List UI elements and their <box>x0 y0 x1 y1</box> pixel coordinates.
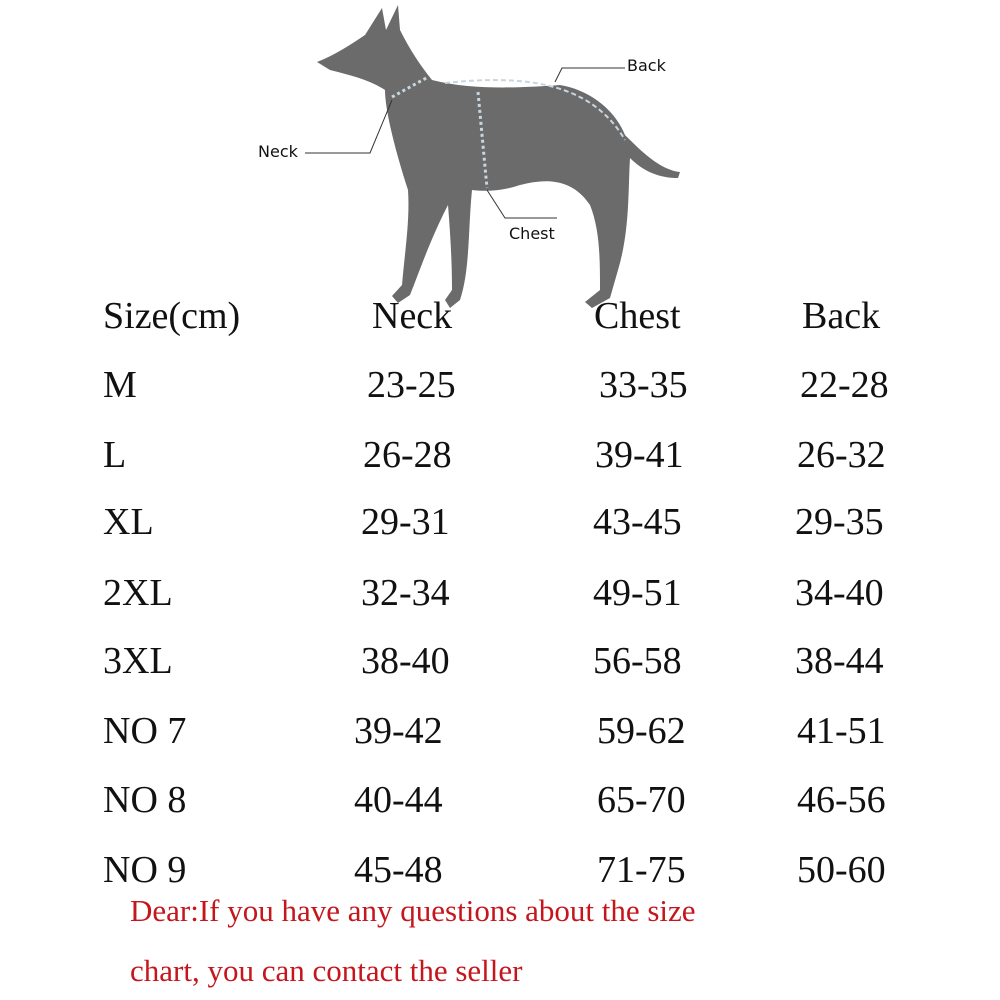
cell-neck: 39-42 <box>354 710 443 752</box>
cell-chest: 49-51 <box>593 572 682 614</box>
cell-chest: 43-45 <box>593 501 682 543</box>
cell-size: 3XL <box>103 640 173 682</box>
chest-leader <box>487 190 557 218</box>
back-leader <box>555 68 625 82</box>
cell-back: 22-28 <box>800 364 889 406</box>
cell-back: 46-56 <box>797 779 886 821</box>
neck-leader <box>305 100 392 153</box>
dog-silhouette <box>317 5 680 308</box>
cell-back: 34-40 <box>795 572 884 614</box>
back-label: Back <box>627 56 666 75</box>
cell-chest: 65-70 <box>597 779 686 821</box>
note-line-1: Dear:If you have any questions about the size <box>130 893 696 928</box>
cell-back: 26-32 <box>797 434 886 476</box>
cell-neck: 32-34 <box>361 572 450 614</box>
cell-size: L <box>103 434 127 476</box>
cell-neck: 38-40 <box>361 640 450 682</box>
cell-size: NO 9 <box>103 849 187 891</box>
cell-chest: 33-35 <box>599 364 688 406</box>
cell-neck: 40-44 <box>354 779 443 821</box>
cell-chest: 39-41 <box>595 434 684 476</box>
cell-size: XL <box>103 501 154 543</box>
header-chest: Chest <box>594 295 681 337</box>
cell-back: 38-44 <box>795 640 884 682</box>
cell-chest: 59-62 <box>597 710 686 752</box>
cell-size: 2XL <box>103 572 173 614</box>
dog-measurement-diagram <box>0 0 1000 330</box>
cell-chest: 71-75 <box>597 849 686 891</box>
header-size: Size(cm) <box>103 295 241 337</box>
cell-size: NO 8 <box>103 779 187 821</box>
cell-neck: 26-28 <box>363 434 452 476</box>
cell-neck: 29-31 <box>361 501 450 543</box>
chest-label: Chest <box>509 224 555 243</box>
cell-back: 29-35 <box>795 501 884 543</box>
cell-back: 50-60 <box>797 849 886 891</box>
header-neck: Neck <box>372 295 453 337</box>
note-line-2: chart, you can contact the seller <box>130 953 523 988</box>
cell-back: 41-51 <box>797 710 886 752</box>
cell-chest: 56-58 <box>593 640 682 682</box>
cell-neck: 45-48 <box>354 849 443 891</box>
header-back: Back <box>802 295 881 337</box>
cell-neck: 23-25 <box>367 364 456 406</box>
cell-size: NO 7 <box>103 710 187 752</box>
cell-size: M <box>103 364 137 406</box>
neck-label: Neck <box>258 142 298 161</box>
